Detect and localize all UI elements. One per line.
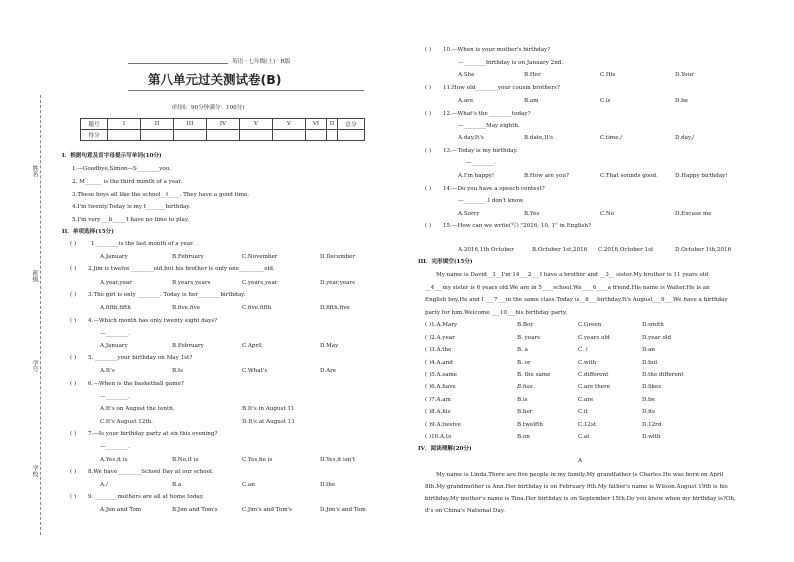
option[interactable]: A./ <box>100 482 108 488</box>
option[interactable]: A.Yes,it is <box>100 457 128 463</box>
option[interactable]: B.It's in August 11 <box>242 406 295 412</box>
side-label-class: 班级 <box>31 270 38 282</box>
question-bracket[interactable]: ( ) <box>70 469 77 475</box>
cloze-passage-line: __4___my sister is 6 years old.We are in 5____school.We____6____a friend.His name is Walter.He is an <box>425 285 710 291</box>
cloze-option[interactable]: C.at <box>578 434 590 440</box>
option[interactable]: D.Jim's and Tom <box>320 507 366 513</box>
question-bracket[interactable]: ( ) <box>70 355 77 361</box>
option[interactable]: D.Your <box>675 72 694 78</box>
cloze-option[interactable]: C.are <box>578 397 594 403</box>
score-header: V <box>273 119 306 130</box>
option[interactable]: D.It's at August 11 <box>242 419 295 425</box>
cloze-passage-line: English boy.He and I ___7___in the same class.Today is__8___birthday.It's August___9___We have a birthday <box>425 297 728 303</box>
answer-blank[interactable]: —________. <box>100 444 130 450</box>
option[interactable]: A.year,year <box>100 280 132 286</box>
cloze-option[interactable]: D.be <box>642 397 655 403</box>
score-cell[interactable] <box>338 130 365 141</box>
cloze-option[interactable]: ( )6.A.have <box>425 384 456 390</box>
question-text: 14.—Do you have a speech contest? <box>443 186 545 192</box>
score-header: III <box>174 119 207 130</box>
cloze-option[interactable]: C.Green <box>578 322 602 328</box>
option[interactable]: D.Happy birthday! <box>675 173 728 179</box>
cloze-option[interactable]: ( )10.A.to <box>425 434 452 440</box>
s1-item: 1.—Goodbye,Simon—S________you. <box>72 166 172 172</box>
cloze-option[interactable]: C.with <box>578 360 597 366</box>
cloze-option[interactable]: B.has <box>517 384 533 390</box>
option[interactable]: C.Jim's and Tom's <box>242 507 293 513</box>
option[interactable]: B.years,years <box>172 280 211 286</box>
option[interactable]: B.Is <box>172 368 183 374</box>
score-header: I <box>108 119 141 130</box>
cloze-option[interactable]: D.an <box>642 347 656 353</box>
question-bracket[interactable]: ( ) <box>70 266 77 272</box>
s1-item: 2. M______ is the third month of a year. <box>72 179 183 185</box>
score-table <box>80 118 365 141</box>
cloze-option[interactable]: ( )5.A.same <box>425 372 458 378</box>
reading-passage-line: it's on China's National Day. <box>425 508 505 514</box>
question-text: 11.How old________your cousin brothers? <box>443 85 560 91</box>
cloze-option[interactable]: B.twelfth <box>517 422 543 428</box>
score-cell[interactable] <box>108 130 141 141</box>
option[interactable]: B.a <box>172 482 182 488</box>
option[interactable]: A.Jim and Tom <box>100 507 142 513</box>
option[interactable]: A.It's <box>100 368 115 374</box>
answer-blank[interactable]: —________May eighth. <box>458 123 520 129</box>
option[interactable]: D.October 1th,2016 <box>675 247 732 253</box>
cloze-option[interactable]: B. or <box>517 360 531 366</box>
section-2-heading: II．单项选择(15分) <box>62 229 114 235</box>
option[interactable]: C.What's <box>242 368 268 374</box>
cloze-option[interactable]: ( )2.A.year <box>425 335 455 341</box>
question-text: 5. ________your birthday on May 1st? <box>88 355 193 361</box>
s1-item: 3.These boys all like the school__t____. They have a good time. <box>72 192 250 198</box>
option[interactable]: D.May <box>320 343 339 349</box>
side-label-number: 学号 <box>31 360 38 372</box>
score-header: II <box>141 119 174 130</box>
option[interactable]: D.December <box>320 254 356 260</box>
header-rule-top <box>128 63 228 64</box>
option[interactable]: A.Sorry <box>458 211 480 217</box>
question-text: 13.—Today is my birthday. <box>443 148 518 154</box>
option[interactable]: A.are <box>458 98 474 104</box>
option[interactable]: C.November <box>242 254 278 260</box>
header-rule-bottom <box>128 90 364 91</box>
question-bracket[interactable]: ( ) <box>425 111 432 117</box>
score-header: 总分 <box>338 119 365 130</box>
option[interactable]: D.the <box>320 482 336 488</box>
section-4-heading: IV．阅读理解(20分) <box>418 446 472 452</box>
question-bracket[interactable]: ( ) <box>425 85 432 91</box>
question-text: 4.—Which month has only twenty eight days? <box>88 318 218 324</box>
question-text: 10.—When is your mother's birthday? <box>443 47 551 53</box>
option[interactable]: B.October 1st,2016 <box>532 247 588 253</box>
score-cell[interactable] <box>273 130 306 141</box>
question-bracket[interactable]: ( ) <box>70 494 77 500</box>
option[interactable]: B.How are you? <box>524 173 569 179</box>
question-text: 3.The girl is only ________. Today is her________birthday. <box>88 292 246 298</box>
side-label-name: 姓名 <box>31 165 38 177</box>
reading-passage-line: My name is Linda.There are five people in my family.My grandfather is Charles.He was born on April <box>436 472 724 478</box>
question-bracket[interactable]: ( ) <box>425 223 432 229</box>
cloze-option[interactable]: C.are there <box>578 384 611 390</box>
passage-label: A <box>578 458 583 464</box>
answer-blank[interactable]: —________. <box>100 394 130 400</box>
score-header: V <box>240 119 273 130</box>
option[interactable]: A.fifth,fifth <box>100 305 131 311</box>
option[interactable]: D.year,years <box>320 280 356 286</box>
cloze-option[interactable]: D.likes <box>642 384 662 390</box>
section-3-heading: III．完形填空(15分) <box>418 259 473 265</box>
option[interactable]: D.Excuse me <box>675 211 712 217</box>
cloze-option[interactable]: C.years old <box>578 335 610 341</box>
cloze-option[interactable]: C.12st <box>578 422 597 428</box>
option[interactable]: D.Yes,it isn't <box>320 457 356 463</box>
option[interactable]: A.day,It's <box>458 135 484 141</box>
cloze-option[interactable]: ( )1.A.Mary <box>425 322 458 328</box>
time-info: (时间：90分钟满分：100分) <box>172 105 245 111</box>
question-bracket[interactable]: ( ) <box>70 431 77 437</box>
reading-passage-line: 8th.My grandmother is Ann.Her birthday is on February 9th.My father's name is Wilson.August 19th is his <box>425 484 728 490</box>
question-text: 15.—How can we write(写) "2016, 10, 1" in English? <box>443 223 592 229</box>
option[interactable]: C.2016,October 1st <box>598 247 654 253</box>
question-bracket[interactable]: ( ) <box>70 241 77 247</box>
cloze-option[interactable]: C.different <box>578 372 609 378</box>
answer-blank[interactable]: —________birthday is on January 2nd. <box>458 60 564 66</box>
cloze-option[interactable]: B.on <box>517 434 530 440</box>
option[interactable]: C.five,fifth <box>242 305 272 311</box>
s1-item: 4.I'm twenty.Today is my t_______birthday. <box>72 204 191 210</box>
option[interactable]: A.2016,1th October <box>458 247 514 253</box>
cloze-option[interactable]: D.year old <box>642 335 672 341</box>
score-label: 得分 <box>81 130 108 141</box>
option[interactable]: C.His <box>600 72 616 78</box>
option[interactable]: D.Are <box>320 368 337 374</box>
binding-line <box>40 95 41 535</box>
option[interactable]: C.That sounds good. <box>600 173 658 179</box>
score-cell[interactable] <box>240 130 273 141</box>
score-cell[interactable] <box>327 130 338 141</box>
cloze-option[interactable]: ( )8.A.his <box>425 409 451 415</box>
option[interactable]: C.years,year <box>242 280 278 286</box>
option[interactable]: A.January <box>100 254 128 260</box>
question-text: 7.—Is your birthday party at six this evening? <box>88 431 218 437</box>
reading-passage-line: birthday.My mother's name is Tina.Her birthday is on September 15th.Do you know when my birthday is?Oh, <box>425 496 736 502</box>
cloze-option[interactable]: D.with <box>642 434 661 440</box>
question-bracket[interactable]: ( ) <box>425 148 432 154</box>
option[interactable]: A.I'm happy! <box>458 173 495 179</box>
question-bracket[interactable]: ( ) <box>425 47 432 53</box>
option[interactable]: B.date,It's <box>524 135 554 141</box>
cloze-option[interactable]: D.its <box>642 409 655 415</box>
option[interactable]: B.No,it is <box>172 457 199 463</box>
option[interactable]: B.five,five <box>172 305 201 311</box>
cloze-option[interactable]: B. years <box>517 335 541 341</box>
option[interactable]: C.Yes,he is <box>242 457 273 463</box>
side-label-school: 学校 <box>31 465 38 477</box>
option[interactable]: B.February <box>172 343 204 349</box>
cloze-option[interactable]: ( )9.A.twelve <box>425 422 461 428</box>
cloze-option[interactable]: B.is <box>517 397 528 403</box>
score-header: 题号 <box>81 119 108 130</box>
option[interactable]: C.is <box>600 98 611 104</box>
score-cell[interactable] <box>174 130 207 141</box>
cloze-option[interactable]: D.12rd <box>642 422 662 428</box>
option[interactable]: B.Her <box>524 72 541 78</box>
answer-blank[interactable]: —________.I don't know. <box>458 198 525 204</box>
cloze-option[interactable]: B.her <box>517 409 533 415</box>
cloze-option[interactable]: B. a <box>517 347 529 353</box>
cloze-option[interactable]: C. / <box>578 347 588 353</box>
question-text: 12.—What's the ________today? <box>443 111 531 117</box>
option[interactable]: D.fifth,five <box>320 305 350 311</box>
question-text: 6.—When is the basketball game? <box>88 381 184 387</box>
cloze-option[interactable]: D.but <box>642 360 658 366</box>
score-cell[interactable] <box>141 130 174 141</box>
question-text: 1 ________is the last month of a year. <box>91 241 194 247</box>
cloze-option[interactable]: ( )4.A.and <box>425 360 453 366</box>
question-text: 2.Jim is twelve ________old,but his brother is only one_________old. <box>88 266 275 272</box>
s1-item: 5.I'm very___b_____I have no time to play. <box>72 217 190 223</box>
option[interactable]: C.April <box>242 343 262 349</box>
option[interactable]: A.January <box>100 343 128 349</box>
answer-blank[interactable]: —________. <box>100 331 130 337</box>
option[interactable]: D.day,/ <box>675 135 695 141</box>
cloze-option[interactable]: D.the different <box>642 372 684 378</box>
question-bracket[interactable]: ( ) <box>70 292 77 298</box>
cloze-option[interactable]: D.smith <box>642 322 664 328</box>
option[interactable]: B.February <box>172 254 204 260</box>
question-bracket[interactable]: ( ) <box>425 186 432 192</box>
score-header: IV <box>207 119 240 130</box>
cloze-option[interactable]: ( )7.A.am <box>425 397 451 403</box>
cloze-passage-line: My name is David__1__I'm 14___2___I have a brother and __3__ sister.My brother is 11 years old <box>436 272 709 278</box>
option[interactable]: C.No <box>600 211 615 217</box>
score-header: II <box>327 119 338 130</box>
option[interactable]: A.It's on August the tenth. <box>100 406 175 412</box>
question-text: 8.We have ________School Day at our school. <box>88 469 214 475</box>
answer-blank[interactable]: —________. <box>466 160 496 166</box>
option[interactable]: B.Jim and Tom's <box>172 507 218 513</box>
option[interactable]: A.She <box>458 72 475 78</box>
option[interactable]: B.am <box>524 98 539 104</box>
question-bracket[interactable]: ( ) <box>70 381 77 387</box>
page-title: 第八单元过关测试卷(B) <box>148 72 282 87</box>
section-1-heading: I．根据句意及首字母提示写单词(10分) <box>62 153 162 159</box>
cloze-option[interactable]: C.it <box>578 409 588 415</box>
option[interactable]: C.an <box>242 482 255 488</box>
subject-line: 英语 · 七年级(上) · R版 <box>232 59 291 65</box>
question-text: 9. ________mothers are all at home today. <box>88 494 204 500</box>
score-header: VI <box>306 119 327 130</box>
cloze-option[interactable]: ( )3.A.the <box>425 347 452 353</box>
option[interactable]: C.It's August 12th. <box>100 419 153 425</box>
score-cell[interactable] <box>306 130 327 141</box>
option[interactable]: C.time,/ <box>600 135 623 141</box>
cloze-passage-line: party for him.Welcome ___10___his birthday party. <box>425 310 568 316</box>
cloze-option[interactable]: B. the same <box>517 372 551 378</box>
option[interactable]: B.Yes <box>524 211 540 217</box>
score-cell[interactable] <box>207 130 240 141</box>
option[interactable]: D.be <box>675 98 688 104</box>
question-bracket[interactable]: ( ) <box>70 318 77 324</box>
cloze-option[interactable]: B.Boy <box>517 322 534 328</box>
